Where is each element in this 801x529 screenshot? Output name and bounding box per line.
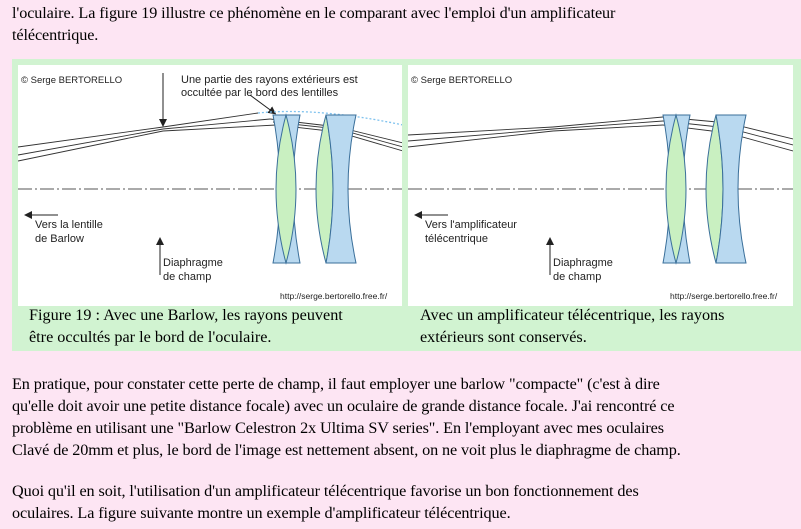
site-url: http://serge.bertorello.free.fr/ — [280, 291, 388, 301]
paragraph-line: qu'elle doit avoir une petite distance focale) avec un oculaire de grande distance focale. J'ai rencontré ce — [12, 397, 675, 415]
stop-label-line-2: de champ — [163, 271, 212, 283]
paragraph-line: problème en utilisant une "Barlow Celestron 2x Ultima SV series". En l'employant avec mes oculaires — [12, 419, 664, 437]
left-label-line-1: Vers la lentille — [35, 219, 103, 231]
paragraph-line: Quoi qu'il en soit, l'utilisation d'un amplificateur télécentrique favorise un bon fonctionnement des — [12, 482, 639, 500]
intro-line-2: télécentrique. — [12, 26, 99, 44]
stop-label-line-2: de champ — [553, 271, 602, 283]
left-label-line-2: de Barlow — [35, 233, 84, 245]
diagram-telecentric — [408, 65, 793, 306]
optical-diagram-telecentric — [408, 65, 793, 306]
eyepiece-lens-1 — [273, 115, 300, 263]
copyright-text: © Serge BERTORELLO — [21, 75, 123, 86]
intro-line-1: l'oculaire. La figure 19 illustre ce phénomène en le comparant avec l'emploi d'un amplificateur — [12, 4, 616, 22]
paragraph-practice — [12, 373, 681, 461]
left-label-line-2: télécentrique — [425, 233, 488, 245]
figure-caption-barlow — [29, 304, 343, 348]
left-label-line-1: Vers l'amplificateur — [425, 219, 517, 231]
eyepiece-lens-1 — [663, 115, 690, 263]
stop-label-line-1: Diaphragme — [163, 257, 223, 269]
figure-caption-telecentric — [420, 304, 724, 348]
paragraph-conclusion — [12, 480, 639, 524]
figure-panel-barlow — [12, 59, 408, 351]
optical-diagram-barlow — [18, 65, 403, 306]
annotation-line-1: Une partie des rayons extérieurs est — [181, 74, 358, 86]
caption-line-2: être occultés par le bord de l'oculaire. — [29, 328, 272, 346]
intro-paragraph — [12, 2, 615, 46]
paragraph-line: oculaires. La figure suivante montre un exemple d'amplificateur télécentrique. — [12, 504, 511, 522]
figure-panel-telecentric — [402, 59, 801, 351]
annotation-line-2: occultée par le bord des lentilles — [181, 87, 339, 99]
caption-line-2: extérieurs sont conservés. — [420, 328, 587, 346]
stop-label-line-1: Diaphragme — [553, 257, 613, 269]
caption-line-1: Figure 19 : Avec une Barlow, les rayons peuvent — [29, 306, 343, 324]
paragraph-line: Clavé de 20mm et plus, le bord de l'image est nettement absent, on ne voit plus le diaphragme de champ. — [12, 441, 681, 459]
paragraph-line: En pratique, pour constater cette perte de champ, il faut employer une barlow "compacte" (c'est à dire — [12, 375, 660, 393]
site-url: http://serge.bertorello.free.fr/ — [670, 291, 778, 301]
copyright-text: © Serge BERTORELLO — [411, 75, 513, 86]
diagram-barlow — [18, 65, 403, 306]
caption-line-1: Avec un amplificateur télécentrique, les rayons — [420, 306, 725, 324]
